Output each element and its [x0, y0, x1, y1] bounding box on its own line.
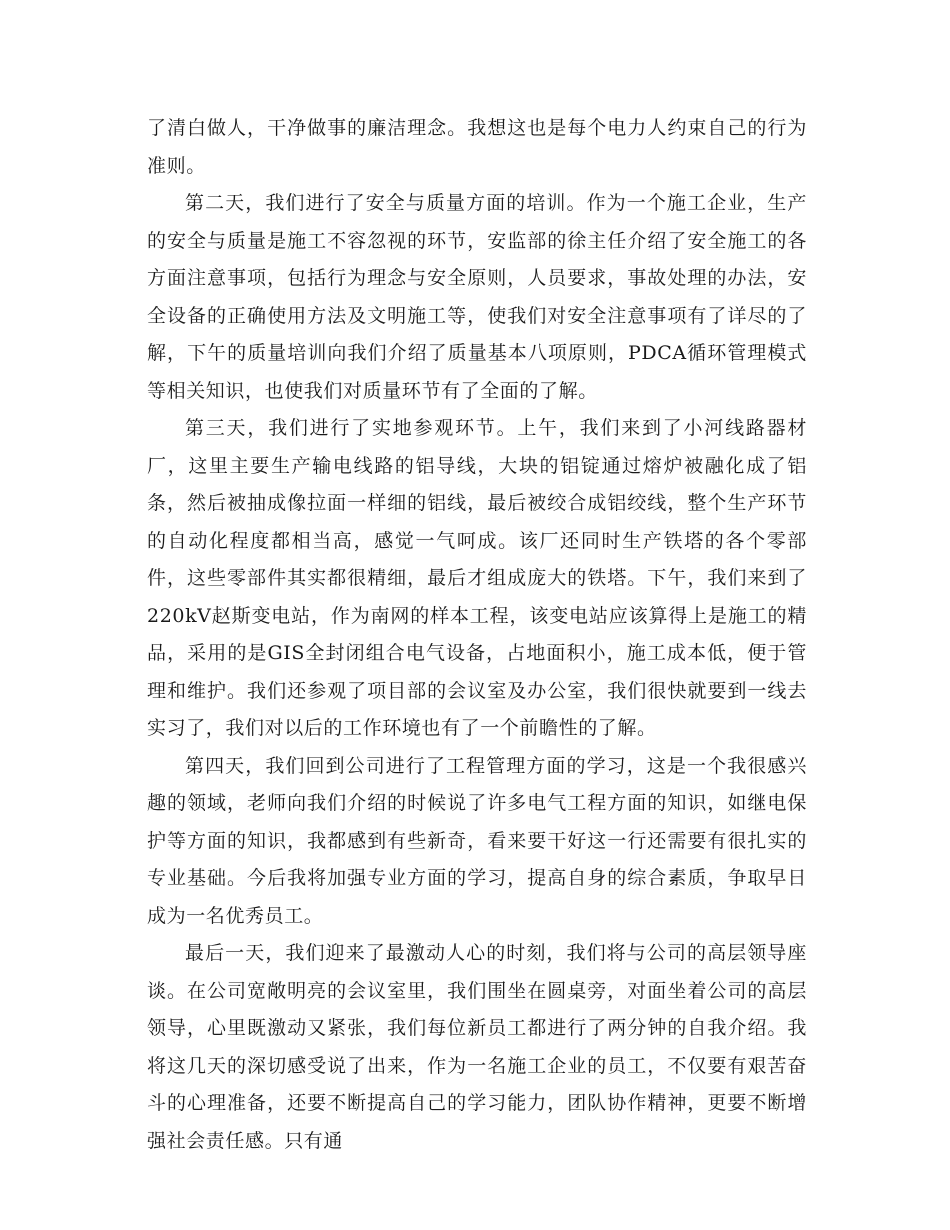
paragraph-day-four: 第四天，我们回到公司进行了工程管理方面的学习，这是一个我很感兴趣的领域，老师向我们介绍的时候说了许多电气工程方面的知识，如继电保护等方面的知识，我都感到有些新奇，看来要干好这一行还需要有很扎实的专业基础。今后我将加强专业方面的学习，提高自身的综合素质，争取早日成为一名优秀员工。	[147, 754, 807, 927]
paragraph-day-three: 第三天，我们进行了实地参观环节。上午，我们来到了小河线路器材厂，这里主要生产输电线路的铝导线，大块的铝锭通过熔炉被融化成了铝条，然后被抽成像拉面一样细的铝线，最后被绞合成铝绞线，整个生产环节的自动化程度都相当高，感觉一气呵成。该厂还同时生产铁塔的各个零部件，这些零部件其实都很精细，最后才组成庞大的铁塔。下午，我们来到了220kV赵斯变电站，作为南网的样本工程，该变电站应该算得上是施工的精品，采用的是GIS全封闭组合电气设备，占地面积小，施工成本低，便于管理和维护。我们还参观了项目部的会议室及办公室，我们很快就要到一线去实习了，我们对以后的工作环境也有了一个前瞻性的了解。	[147, 417, 807, 739]
document-body	[147, 110, 807, 1160]
paragraph-day-two: 第二天，我们进行了安全与质量方面的培训。作为一个施工企业，生产的安全与质量是施工不容忽视的环节，安监部的徐主任介绍了安全施工的各方面注意事项，包括行为理念与安全原则，人员要求，事故处理的办法，安全设备的正确使用方法及文明施工等，使我们对安全注意事项有了详尽的了解，下午的质量培训向我们介绍了质量基本八项原则，PDCA循环管理模式等相关知识，也使我们对质量环节有了全面的了解。	[147, 192, 807, 402]
paragraph-continuation: 了清白做人，干净做事的廉洁理念。我想这也是每个电力人约束自己的行为准则。	[147, 117, 807, 177]
paragraph-last-day: 最后一天，我们迎来了最激动人心的时刻，我们将与公司的高层领导座谈。在公司宽敞明亮的会议室里，我们围坐在圆桌旁，对面坐着公司的高层领导，心里既激动又紧张，我们每位新员工都进行了两分钟的自我介绍。我将这几天的深切感受说了出来，作为一名施工企业的员工，不仅要有艰苦奋斗的心理准备，还要不断提高自己的学习能力，团队协作精神，更要不断增强社会责任感。只有通	[147, 942, 807, 1152]
